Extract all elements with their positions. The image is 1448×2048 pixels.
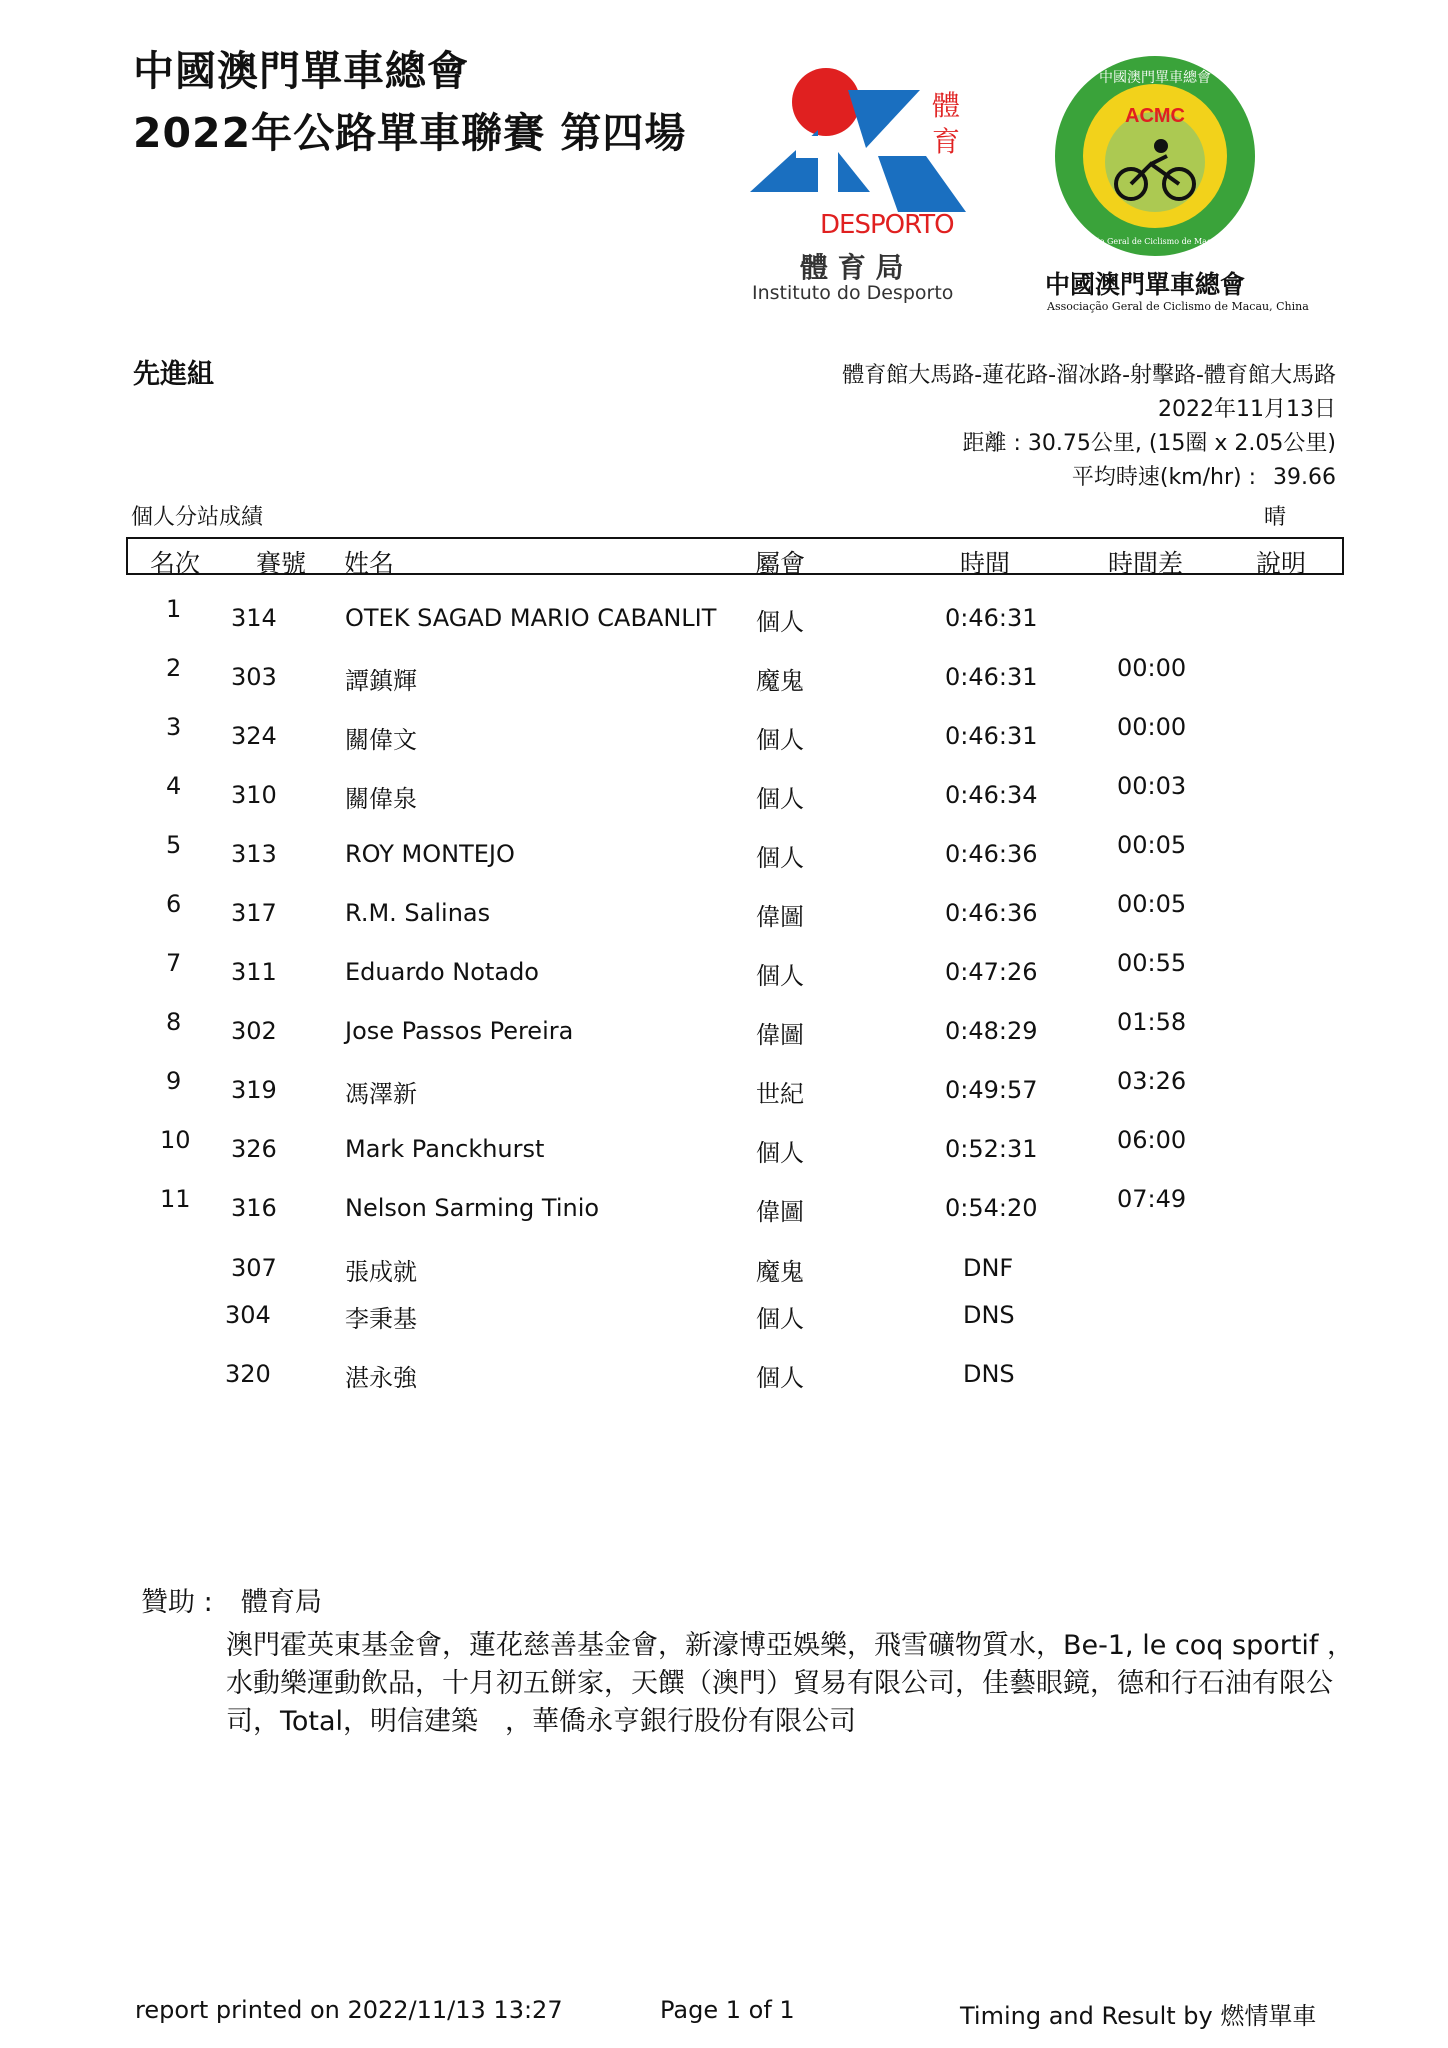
row-gap: 00:55 bbox=[1117, 949, 1187, 977]
desporto-name-pt: Instituto do Desporto bbox=[752, 282, 954, 304]
acmc-emblem-icon bbox=[1035, 52, 1275, 262]
row-name: Eduardo Notado bbox=[345, 958, 539, 986]
row-name: OTEK SAGAD MARIO CABANLIT bbox=[345, 604, 717, 632]
row-bib: 307 bbox=[231, 1254, 277, 1282]
sponsors-line-3: 司，Total，明信建築 ，華僑永亨銀行股份有限公司 bbox=[226, 1706, 857, 1737]
row-bib: 316 bbox=[231, 1194, 277, 1222]
col-time-header: 時間 bbox=[960, 549, 1011, 578]
row-bib: 319 bbox=[231, 1076, 277, 1104]
row-time: 0:46:34 bbox=[945, 781, 1038, 809]
row-time: 0:47:26 bbox=[945, 958, 1038, 986]
event-title: 2022年公路單車聯賽 第四場 bbox=[133, 109, 687, 157]
row-name: R.M. Salinas bbox=[345, 899, 491, 927]
row-bib: 314 bbox=[231, 604, 277, 632]
row-bib: 324 bbox=[231, 722, 277, 750]
acmc-ring-top-text: 中國澳門單車總會 bbox=[1099, 70, 1211, 86]
row-bib: 326 bbox=[231, 1135, 277, 1163]
row-rank: 9 bbox=[166, 1067, 182, 1095]
col-notes-header: 說明 bbox=[1256, 549, 1307, 578]
row-name: 關偉泉 bbox=[345, 785, 417, 813]
row-name: ROY MONTEJO bbox=[345, 840, 515, 868]
acmc-ring-bottom-text: Associação Geral de Ciclismo de Macau, China bbox=[1059, 237, 1251, 246]
col-gap-header: 時間差 bbox=[1108, 549, 1184, 578]
col-name-header: 姓名 bbox=[344, 549, 395, 578]
desporto-wordmark: DESPORTO bbox=[820, 210, 954, 240]
row-time: 0:49:57 bbox=[945, 1076, 1038, 1104]
row-club: 個人 bbox=[756, 1139, 804, 1167]
row-club: 個人 bbox=[756, 608, 804, 636]
footer-timing: Timing and Result by 燃情單車 bbox=[960, 2002, 1317, 2030]
desporto-side-text-1: 體 bbox=[932, 89, 961, 122]
row-status: DNS bbox=[963, 1360, 1015, 1388]
acmc-badge-text: ACMC bbox=[1125, 105, 1185, 127]
row-gap: 03:26 bbox=[1117, 1067, 1187, 1095]
row-name: 李秉基 bbox=[345, 1305, 417, 1333]
row-club: 魔鬼 bbox=[756, 667, 804, 695]
row-rank: 10 bbox=[160, 1126, 191, 1154]
row-bib: 310 bbox=[231, 781, 277, 809]
row-time: 0:46:31 bbox=[945, 722, 1038, 750]
sponsors-label: 贊助 : bbox=[141, 1587, 213, 1618]
sponsors-line-2: 水動樂運動飲品，十月初五餅家，天饌（澳門）貿易有限公司，佳藝眼鏡，德和行石油有限公 bbox=[226, 1668, 1333, 1699]
sponsors-line-1: 澳門霍英東基金會，蓮花慈善基金會，新濠博亞娛樂，飛雪礦物質水，Be-1, le coq sportif ， bbox=[226, 1630, 1354, 1661]
weather: 晴 bbox=[1264, 505, 1287, 530]
section-label: 個人分站成績 bbox=[131, 505, 264, 530]
row-rank: 7 bbox=[166, 949, 182, 977]
row-club: 魔鬼 bbox=[756, 1258, 804, 1286]
row-name: 張成就 bbox=[345, 1258, 417, 1286]
row-club: 個人 bbox=[756, 1364, 804, 1392]
desporto-logo bbox=[748, 56, 988, 306]
row-gap: 00:03 bbox=[1117, 772, 1187, 800]
row-time: 0:52:31 bbox=[945, 1135, 1038, 1163]
row-name: 譚鎮輝 bbox=[345, 667, 417, 695]
row-bib: 311 bbox=[231, 958, 277, 986]
row-club: 偉圖 bbox=[756, 903, 804, 931]
row-status: DNF bbox=[963, 1254, 1014, 1282]
row-time: 0:54:20 bbox=[945, 1194, 1038, 1222]
row-bib: 304 bbox=[225, 1301, 271, 1329]
footer-page: Page 1 of 1 bbox=[660, 1996, 795, 2024]
row-rank: 8 bbox=[166, 1008, 182, 1036]
col-club-header: 屬會 bbox=[755, 549, 806, 578]
race-route: 體育館大馬路-蓮花路-溜冰路-射擊路-體育館大馬路 bbox=[842, 363, 1336, 388]
row-bib: 317 bbox=[231, 899, 277, 927]
row-time: 0:46:31 bbox=[945, 604, 1038, 632]
acmc-logo bbox=[1035, 52, 1309, 317]
acmc-name-pt: Associação Geral de Ciclismo de Macau, China bbox=[1047, 300, 1309, 313]
footer-printed: report printed on 2022/11/13 13:27 bbox=[135, 1996, 563, 2024]
race-group: 先進組 bbox=[133, 359, 214, 390]
race-date: 2022年11月13日 bbox=[1158, 397, 1336, 422]
desporto-side-text-2: 育 bbox=[932, 125, 961, 158]
row-bib: 303 bbox=[231, 663, 277, 691]
row-name: Nelson Sarming Tinio bbox=[345, 1194, 600, 1222]
row-name: Mark Panckhurst bbox=[345, 1135, 545, 1163]
acmc-name-zh: 中國澳門單車總會 bbox=[1045, 270, 1246, 299]
row-name: Jose Passos Pereira bbox=[345, 1017, 574, 1045]
sponsors-main: 體育局 bbox=[241, 1587, 322, 1618]
row-club: 個人 bbox=[756, 785, 804, 813]
row-rank: 11 bbox=[160, 1185, 191, 1213]
row-time: 0:46:36 bbox=[945, 899, 1038, 927]
row-club: 偉圖 bbox=[756, 1021, 804, 1049]
row-name: 關偉文 bbox=[345, 726, 417, 754]
row-club: 個人 bbox=[756, 726, 804, 754]
col-rank-header: 名次 bbox=[150, 549, 201, 578]
row-status: DNS bbox=[963, 1301, 1015, 1329]
org-title: 中國澳門單車總會 bbox=[133, 47, 469, 95]
row-name: 湛永強 bbox=[345, 1364, 417, 1392]
col-bib-header: 賽號 bbox=[256, 549, 307, 578]
row-gap: 00:00 bbox=[1117, 713, 1187, 741]
row-rank: 2 bbox=[166, 654, 182, 682]
row-gap: 01:58 bbox=[1117, 1008, 1187, 1036]
race-avg-speed bbox=[1072, 460, 1336, 491]
row-rank: 1 bbox=[166, 595, 182, 623]
row-rank: 3 bbox=[166, 713, 182, 741]
row-time: 0:46:36 bbox=[945, 840, 1038, 868]
row-club: 個人 bbox=[756, 962, 804, 990]
avg-speed-label: 平均時速(km/hr) : bbox=[1071, 465, 1257, 490]
row-time: 0:48:29 bbox=[945, 1017, 1038, 1045]
row-gap: 00:05 bbox=[1117, 831, 1187, 859]
desporto-name-zh: 體 育 局 bbox=[800, 251, 904, 284]
row-gap: 06:00 bbox=[1117, 1126, 1187, 1154]
row-club: 個人 bbox=[756, 1305, 804, 1333]
row-gap: 07:49 bbox=[1117, 1185, 1187, 1213]
row-bib: 302 bbox=[231, 1017, 277, 1045]
row-club: 偉圖 bbox=[756, 1198, 804, 1226]
row-rank: 4 bbox=[166, 772, 182, 800]
row-name: 馮澤新 bbox=[345, 1080, 417, 1108]
row-bib: 320 bbox=[225, 1360, 271, 1388]
avg-speed-value: 39.66 bbox=[1273, 465, 1336, 490]
race-distance: 距離 : 30.75公里, (15圈 x 2.05公里) bbox=[962, 431, 1336, 456]
row-gap: 00:05 bbox=[1117, 890, 1187, 918]
row-rank: 6 bbox=[166, 890, 182, 918]
row-club: 個人 bbox=[756, 844, 804, 872]
row-club: 世紀 bbox=[756, 1080, 804, 1108]
row-rank: 5 bbox=[166, 831, 182, 859]
row-time: 0:46:31 bbox=[945, 663, 1038, 691]
row-bib: 313 bbox=[231, 840, 277, 868]
row-gap: 00:00 bbox=[1117, 654, 1187, 682]
